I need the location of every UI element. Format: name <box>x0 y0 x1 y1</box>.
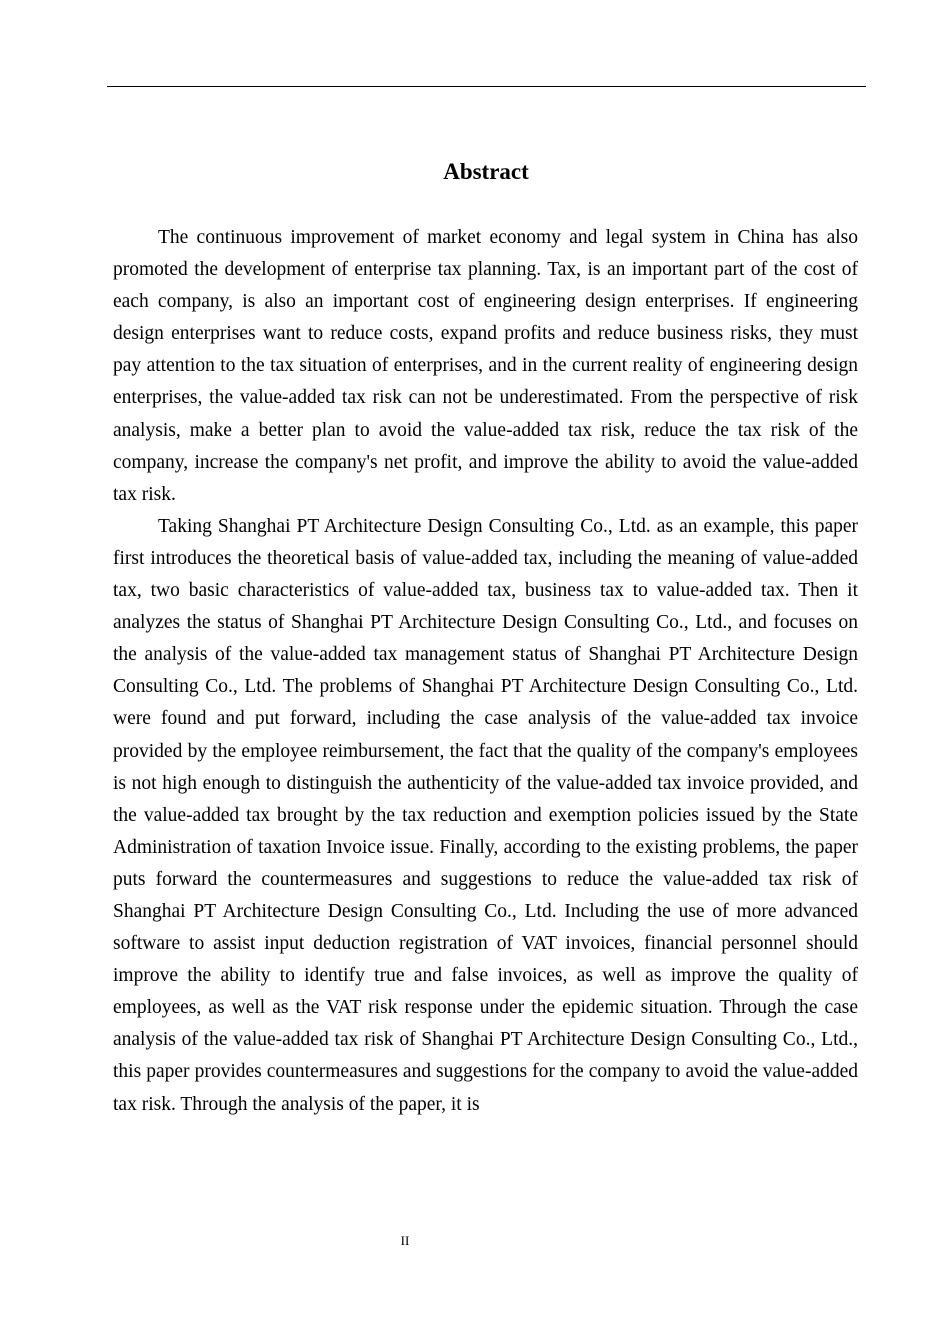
page-number: II <box>400 1233 410 1248</box>
abstract-paragraph-1: The continuous improvement of market economy and legal system in China has also promoted the development of enterprise tax planning. Tax, is an important part of the cost of each company, is also an important cost of engineering design enterprises. If engineering design enterprises want to reduce costs, expand profits and reduce business risks, they must pay attention to the tax situation of enterprises, and in the current reality of engineering design enterprises, the value-added tax risk can not be underestimated. From the perspective of risk analysis, make a better plan to avoid the value-added tax risk, reduce the tax risk of the company, increase the company's net profit, and improve the ability to avoid the value-added tax risk. <box>113 227 858 505</box>
abstract-body <box>113 222 858 1121</box>
page-title: Abstract <box>443 159 529 184</box>
header-rule <box>107 86 866 87</box>
abstract-paragraph-2: Taking Shanghai PT Architecture Design Consulting Co., Ltd. as an example, this paper first introduces the theoretical basis of value-added tax, including the meaning of value-added tax, two basic characteristics of value-added tax, business tax to value-added tax. Then it analyzes the status of Shanghai PT Architecture Design Consulting Co., Ltd., and focuses on the analysis of the value-added tax management status of Shanghai PT Architecture Design Consulting Co., Ltd. The problems of Shanghai PT Architecture Design Consulting Co., Ltd. were found and put forward, including the case analysis of the value-added tax invoice provided by the employee reimbursement, the fact that the quality of the company's employees is not high enough to distinguish the authenticity of the value-added tax invoice provided, and the value-added tax brought by the tax reduction and exemption policies issued by the State Administration of taxation Invoice issue. Finally, according to the existing problems, the paper puts forward the countermeasures and suggestions to reduce the value-added tax risk of Shanghai PT Architecture Design Consulting Co., Ltd. Including the use of more advanced software to assist input deduction registration of VAT invoices, financial personnel should improve the ability to identify true and false invoices, as well as improve the quality of employees, as well as the VAT risk response under the epidemic situation. Through the case analysis of the value-added tax risk of Shanghai PT Architecture Design Consulting Co., Ltd., this paper provides countermeasures and suggestions for the company to avoid the value-added tax risk. Through the analysis of the paper, it is <box>113 515 858 1115</box>
